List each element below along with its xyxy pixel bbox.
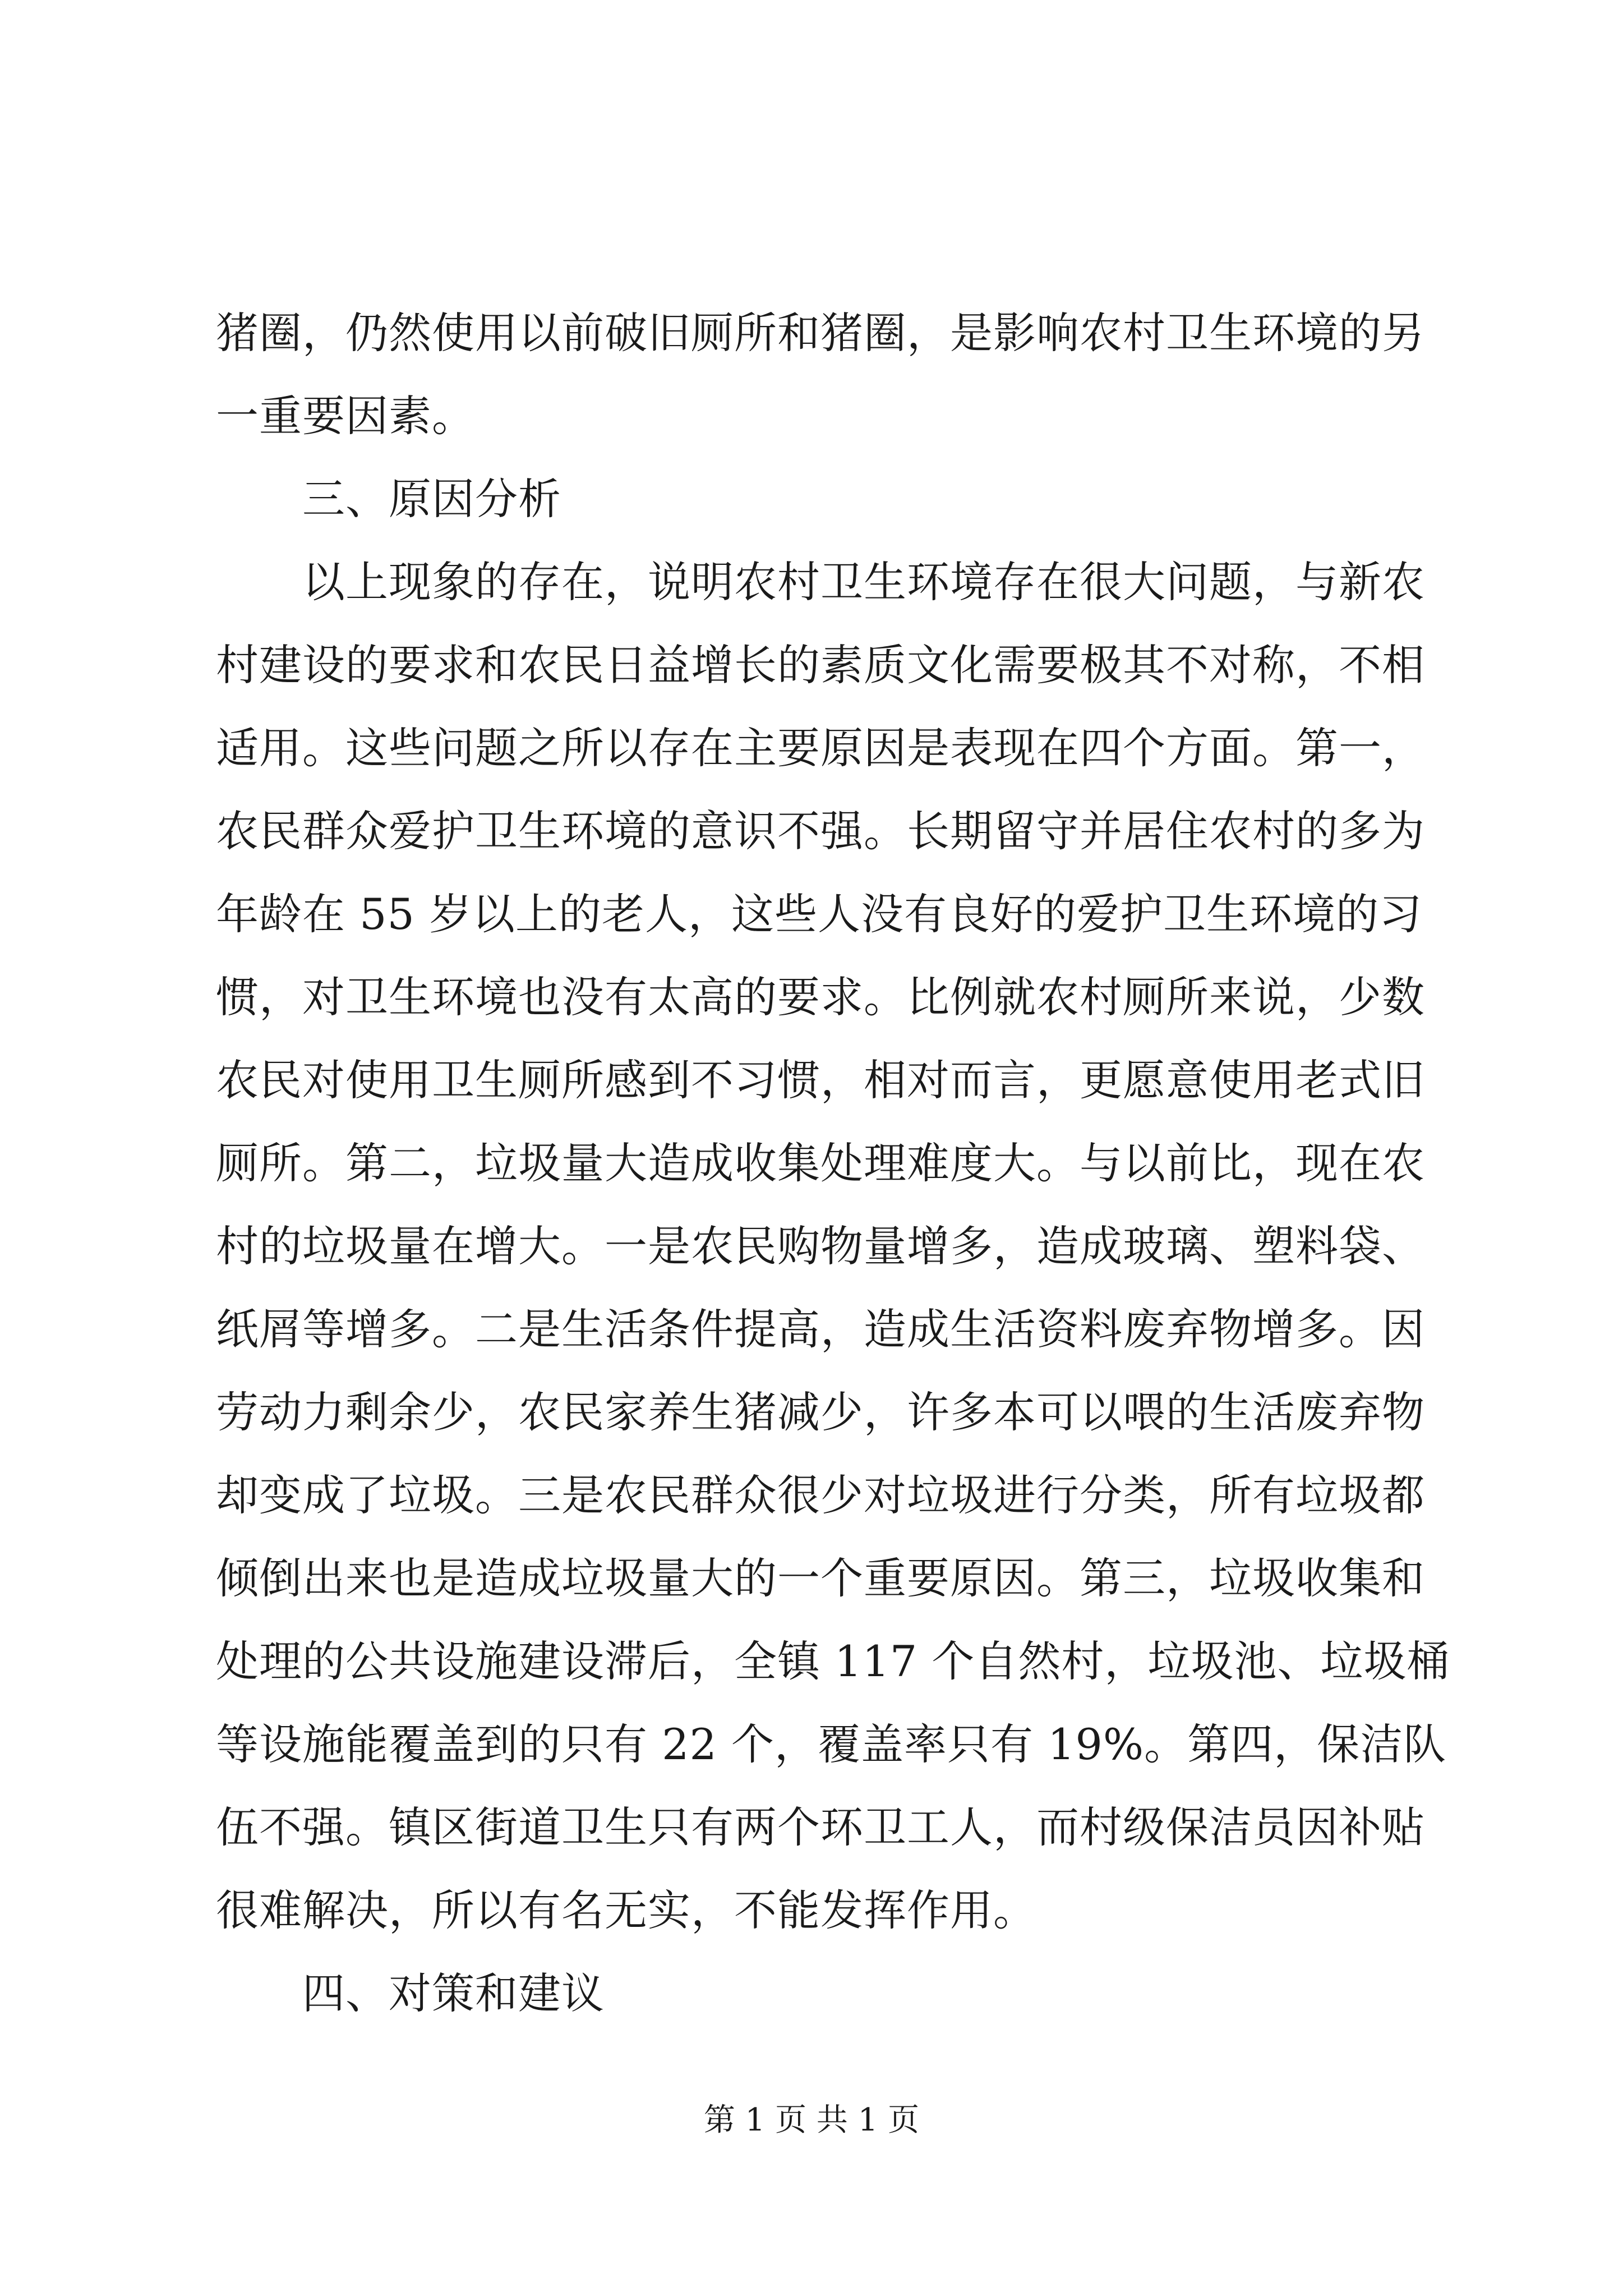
page-footer xyxy=(0,2098,1623,2143)
text-line: 劳动力剩余少，农民家养生猪减少，许多本可以喂的生活废弃物 xyxy=(216,1387,1425,1437)
text-line: 惯，对卫生环境也没有太高的要求。比例就农村厕所来说，少数 xyxy=(216,972,1425,1022)
text-line: 处理的公共设施建设滞后，全镇 117 个自然村，垃圾池、垃圾桶 xyxy=(216,1636,1450,1686)
text-line: 农民群众爱护卫生环境的意识不强。长期留守并居住农村的多为 xyxy=(216,806,1425,856)
section-heading: 三、原因分析 xyxy=(302,474,561,524)
text-line: 村的垃圾量在增大。一是农民购物量增多，造成玻璃、塑料袋、 xyxy=(216,1221,1425,1271)
document-body xyxy=(216,292,1450,2035)
text-line: 猪圈，仍然使用以前破旧厕所和猪圈，是影响农村卫生环境的另 xyxy=(216,308,1425,358)
text-line: 却变成了垃圾。三是农民群众很少对垃圾进行分类，所有垃圾都 xyxy=(216,1470,1425,1520)
text-line: 伍不强。镇区街道卫生只有两个环卫工人，而村级保洁员因补贴 xyxy=(216,1802,1425,1852)
text-line: 厕所。第二，垃圾量大造成收集处理难度大。与以前比，现在农 xyxy=(216,1138,1425,1188)
text-line: 一重要因素。 xyxy=(216,391,475,441)
text-line: 适用。这些问题之所以存在主要原因是表现在四个方面。第一， xyxy=(216,723,1425,773)
text-line: 很难解决，所以有名无实，不能发挥作用。 xyxy=(216,1885,1036,1935)
text-line: 倾倒出来也是造成垃圾量大的一个重要原因。第三，垃圾收集和 xyxy=(216,1553,1425,1603)
text-line: 纸屑等增多。二是生活条件提高，造成生活资料废弃物增多。因 xyxy=(216,1304,1425,1354)
page-number: 第 1 页 共 1 页 xyxy=(703,2102,920,2138)
text-line: 年龄在 55 岁以上的老人，这些人没有良好的爱护卫生环境的习 xyxy=(216,889,1423,939)
text-line: 等设施能覆盖到的只有 22 个，覆盖率只有 19%。第四，保洁队 xyxy=(216,1719,1447,1769)
text-line: 农民对使用卫生厕所感到不习惯，相对而言，更愿意使用老式旧 xyxy=(216,1055,1425,1105)
text-line: 村建设的要求和农民日益增长的素质文化需要极其不对称，不相 xyxy=(216,640,1425,690)
section-heading: 四、对策和建议 xyxy=(302,1968,605,2018)
text-line: 以上现象的存在，说明农村卫生环境存在很大问题，与新农 xyxy=(302,557,1425,607)
